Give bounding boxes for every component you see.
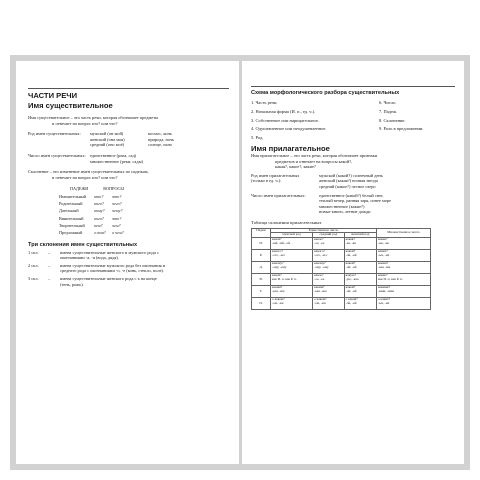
case-row: Именительный кто? что? — [59, 193, 122, 199]
adjective-gender: Род имен прилагательных (только в ед. ч.): мужской (какой?) солнечный день женский (какая?) ночная звезда средний (какое?) лесное озеро — [251, 172, 383, 189]
right-page — [242, 61, 464, 464]
list-item: 4. Одушевленное или неодушевленное. — [251, 126, 327, 132]
declension-1: 1 скл. – имена существительные женского и мужского рода с окончаниями -а, -я (вода, дядя). — [28, 249, 159, 261]
declension-3: 3 скл. – имена существительные женского рода с ь на конце (тень, рожь). — [28, 276, 157, 287]
noun-heading: Имя существительное — [28, 101, 113, 110]
table-row: В. какой? как И. п. как Р. п. какое? -ое, -ее какую? -ую, -юю какие? как И. п. как Р. п. — [252, 274, 431, 286]
adjective-number: Число имен прилагательных: единственное (какой?) белый снег, теплый вечер, ранняя заря, синее море множественное (какие?) новые книги, летние дожди — [251, 192, 392, 215]
noun-number: Число имен существительных: единственное (река, сад) множественное (реки, сады) — [28, 152, 143, 164]
declension-definition: Склонение – это изменение имен существительных по падежам, и отвечает на вопрос кто? или что? — [28, 169, 149, 180]
table-row: Т. каким? -ым, -им каким? -ым, -им какой? -ой, -ей какими? -ыми, -ими — [252, 286, 431, 298]
declension-2: 2 скл. – имена существительные мужского рода без окончания и среднего рода с окончаниями -о, -е (конь, стекло, поле). — [28, 262, 166, 274]
page-title: ЧАСТИ РЕЧИ — [28, 88, 229, 100]
case-row: Творительный кем? чем? — [59, 223, 121, 229]
list-item: 2. Начальная форма (И. п., ед. ч.). — [251, 108, 316, 114]
case-row: Винительный кого? что? — [59, 215, 122, 221]
morph-scheme-list — [251, 99, 455, 143]
cases-table — [56, 184, 127, 236]
table-row: Д. какому? -ому, -ему какому? -ому, -ему какой? -ой, -ей каким? -ым, -им — [252, 262, 431, 274]
case-row: Родительный кого? чего? — [59, 200, 122, 206]
left-page — [16, 61, 239, 464]
case-row: Дательный кому? чему? — [59, 208, 123, 214]
table-row: И. какой? -ый, -ий, -ой какое? -ое, -ее какая? -ая, -яя какие? -ые, -ие — [252, 238, 431, 250]
scheme-heading: Схема морфологического разбора существительных — [251, 86, 455, 96]
list-item: 7. Падеж. — [379, 108, 398, 114]
list-item: 5. Род. — [251, 135, 264, 141]
table-row: П. о каком? -ом, -ем о каком? -ом, -ем о какой? -ой, -ей о каких? -ых, -их — [252, 298, 431, 310]
adjective-definition: Имя прилагательное – это часть речи, которая обозначает признаки предметов и отвечает на вопросы какой?, какая?, какое?, какие? — [251, 152, 378, 170]
adjective-heading: Имя прилагательное — [251, 143, 330, 153]
table-row: Р. какого? -ого, -его какого? -ого, -его какой? -ой, -ей каких? -ых, -их — [252, 250, 431, 262]
adjective-table-title: Таблица склонения прилагательных — [251, 219, 322, 225]
noun-definition: Имя существительное – это часть речи, которая обозначает предметы и отвечает на вопрос кто? или что? — [28, 115, 159, 126]
list-item: 6. Число. — [379, 100, 397, 105]
list-item: 8. Склонение. — [379, 117, 406, 123]
adjective-declension-table: Падеж Единственное число Множественное число мужской род средний род женский род И. какой? -ый, -ий, -ой какое? -ое, -ее какая? -ая, -яя какие? -ые, -ие Р. какого? -ого, -его какого? -ого, -его какой? -ой, -ей каких? -ых, -их Д. какому? -ому, -ему какому? -ому, -ему какой? -ой, -ей каким? -ым, -им В. какой? как И. п. как Р. п. какое? -ое, -ее какую? -ую, -юю какие? как И. п. как Р. п. Т. каким? -ым, -им каким? -ым, -им какой? -ой, -ей какими? -ыми, -ими П. о каком? -ом, -ем о каком? -ом, -ем о какой? -ой, -ей о каких? -ых, -их — [251, 228, 431, 311]
list-item: 1. Часть речи. — [251, 100, 278, 105]
cases-header: ПАДЕЖИ — [70, 185, 89, 191]
questions-header: ВОПРОСЫ — [103, 185, 124, 191]
case-row: Предложный о ком? о чем? — [59, 230, 124, 236]
list-item: 9. Роль в предложении. — [379, 126, 424, 132]
three-declensions-heading: Три склонения имен существительных — [28, 241, 138, 248]
notebook-spread — [10, 55, 470, 470]
list-item: 3. Собственное или нарицательное. — [251, 117, 319, 123]
noun-gender: Род имен существительных: мужской (он мой) космос, конь женский (она моя) природа, ночь средний (оно моё) солнце, окно — [28, 131, 175, 148]
